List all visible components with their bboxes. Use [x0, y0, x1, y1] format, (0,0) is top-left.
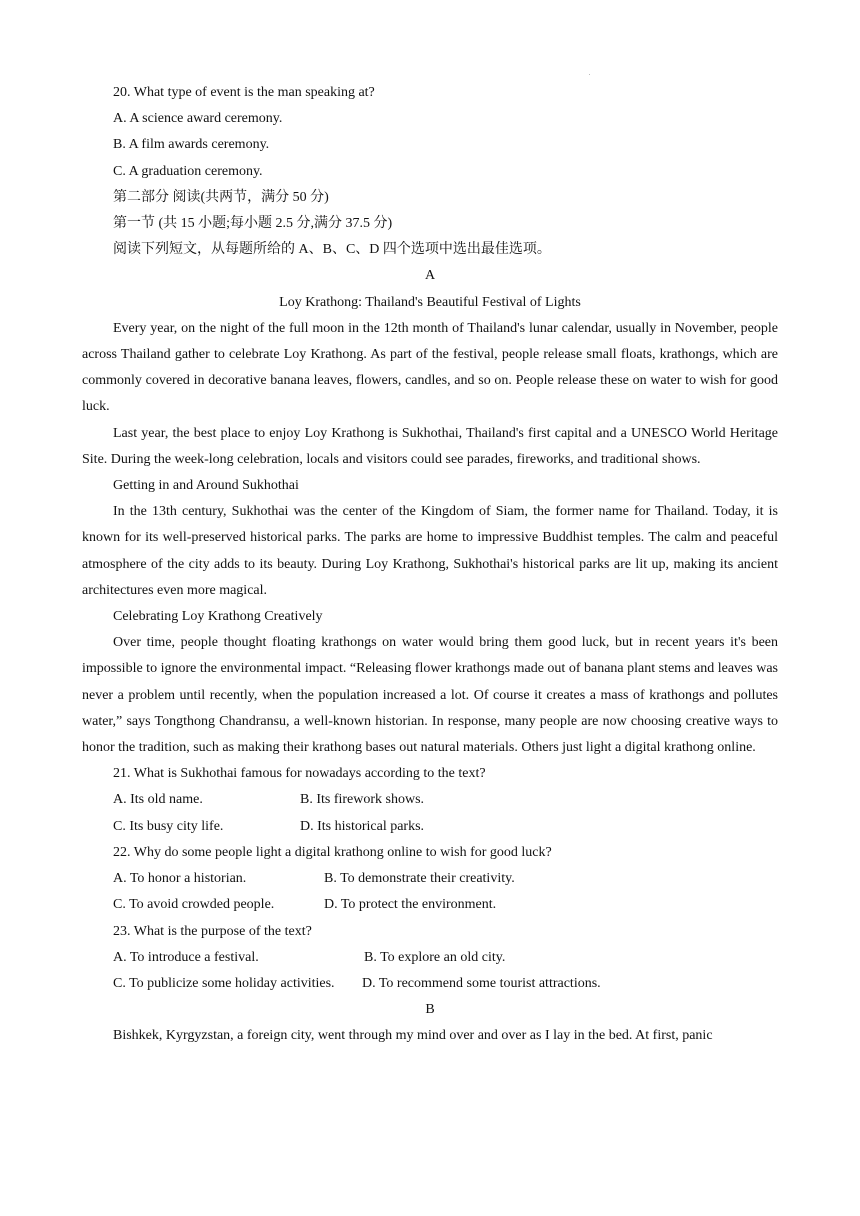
passage-a-subheading-1: Getting in and Around Sukhothai: [113, 478, 299, 494]
page-content: [82, 80, 778, 1050]
passage-a-subheading-2: Celebrating Loy Krathong Creatively: [113, 609, 323, 625]
q20-option-a: A. A science award ceremony.: [113, 111, 283, 127]
q22-options-row-2: [82, 892, 778, 918]
passage-a-letter: A: [424, 268, 436, 284]
q22-stem: 22. Why do some people light a digital krathong online to wish for good luck?: [113, 844, 552, 860]
q21-options-row-1: [82, 787, 778, 813]
q20-stem: 20. What type of event is the man speaking at?: [113, 85, 375, 100]
q23-option-b: B. To explore an old city.: [364, 949, 506, 965]
q21-stem: 21. What is Sukhothai famous for nowadays according to the text?: [113, 766, 486, 782]
q23-stem: 23. What is the purpose of the text?: [113, 923, 312, 939]
passage-a-paragraph-3: In the 13th century, Sukhothai was the center of the Kingdom of Siam, the former name for Thailand. Today, it is known for its well-preserved historical parks. The parks are home to impressive Buddhist temples. The calm and peaceful atmosphere of the city adds to its beauty. During Loy Krathong, Sukhothai's historical parks are lit up, making its ancient architectures even more magical.: [82, 504, 778, 598]
scan-speck: [589, 74, 590, 75]
q20-option-c: C. A graduation ceremony.: [113, 163, 263, 179]
q22-options-row-1: [82, 866, 778, 892]
passage-b-paragraph-1: Bishkek, Kyrgyzstan, a foreign city, went through my mind over and over as I lay in the bed. At first, panic: [113, 1028, 713, 1044]
passage-b-letter: B: [425, 1002, 435, 1018]
q23-option-d: D. To recommend some tourist attractions.: [362, 975, 601, 991]
q21-options-row-2: [82, 814, 778, 840]
q22-option-a: A. To honor a historian.: [113, 871, 247, 887]
q23-options-row-1: [82, 945, 778, 971]
q22-option-c: C. To avoid crowded people.: [113, 897, 275, 913]
passage-a-paragraph-2: Last year, the best place to enjoy Loy Krathong is Sukhothai, Thailand's first capital and a UNESCO World Heritage Site. During the week-long celebration, locals and visitors could see parades, fireworks, and traditional shows.: [82, 425, 778, 467]
passage-a-paragraph-1: Every year, on the night of the full moon in the 12th month of Thailand's lunar calendar, usually in November, people across Thailand gather to celebrate Loy Krathong. As part of the festival, people release small floats, krathongs, which are commonly covered in decorative banana leaves, flowers, candles, and so on. People release these on water to wish for good luck.: [82, 320, 778, 415]
passage-a-title: Loy Krathong: Thailand's Beautiful Festival of Lights: [279, 294, 581, 310]
q21-option-c: C. Its busy city life.: [113, 818, 224, 834]
q22-option-d: D. To protect the environment.: [324, 897, 497, 913]
q21-option-d: D. Its historical parks.: [300, 818, 425, 834]
part2-heading: 第二部分 阅读(共两节，满分 50 分): [113, 189, 329, 205]
passage-a-paragraph-4: Over time, people thought floating krathongs on water would bring them good luck, but in recent years it's been impossible to ignore the environmental impact. “Releasing flower krathongs made out of banana plant stems and leaves was never a problem until recently, when the population increased a lot. Of course it creates a mass of krathongs and pollutes water,” says Tongthong Chandransu, a well-known historian. In response, many people are now choosing creative ways to honor the tradition, such as making their krathong bases out natural materials. Others just light a digital krathong online.: [82, 635, 778, 756]
q23-option-a: A. To introduce a festival.: [113, 949, 259, 965]
reading-instructions: 阅读下列短文，从每题所给的 A、B、C、D 四个选项中选出最佳选项。: [113, 242, 551, 258]
q20-option-b: B. A film awards ceremony.: [113, 137, 270, 153]
q23-option-c: C. To publicize some holiday activities.: [113, 975, 335, 991]
q21-option-b: B. Its firework shows.: [300, 792, 425, 808]
q21-option-a: A. Its old name.: [113, 792, 203, 808]
q22-option-b: B. To demonstrate their creativity.: [324, 871, 515, 887]
q23-options-row-2: [82, 971, 778, 997]
section1-heading: 第一节 (共 15 小题;每小题 2.5 分,满分 37.5 分): [113, 216, 393, 232]
